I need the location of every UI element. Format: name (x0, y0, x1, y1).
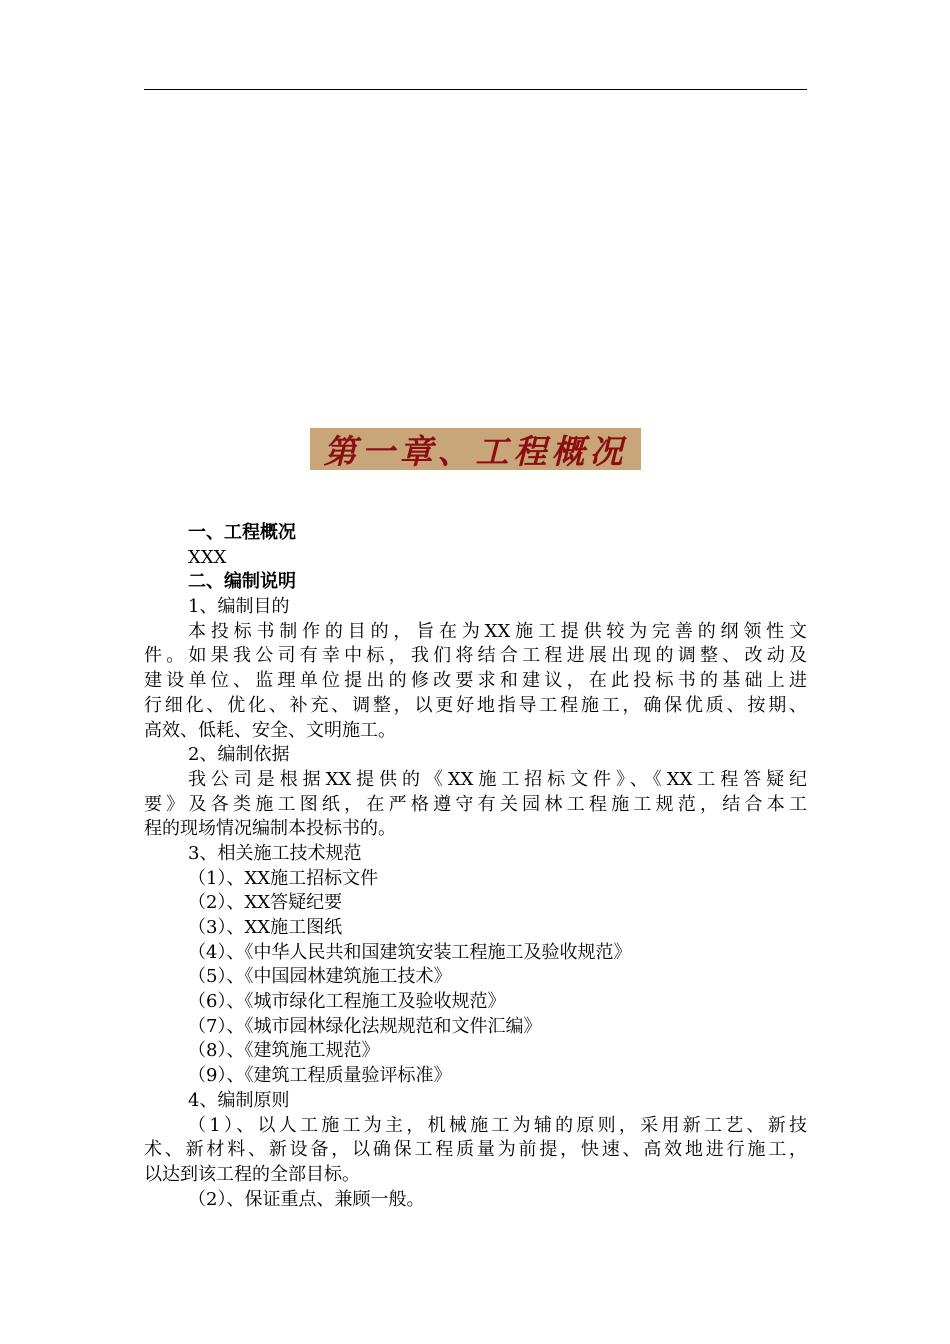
paragraph-line: 本投标书制作的目的，旨在为XX施工提供较为完善的纲领性文 (188, 620, 807, 642)
section-2-heading: 二、编制说明 (188, 571, 296, 593)
section-1-content: XXX (188, 546, 227, 568)
item-4-heading: 4、编制原则 (188, 1089, 290, 1111)
chapter-title-banner (310, 428, 641, 470)
list-item: （9）、《建筑工程质量验评标准》 (188, 1065, 452, 1087)
paragraph-line: 行细化、优化、补充、调整，以更好地指导工程施工，确保优质、按期、 (144, 694, 807, 716)
list-item: （7）、《城市园林绿化法规规范和文件汇编》 (188, 1015, 542, 1037)
paragraph-line: 要》及各类施工图纸，在严格遵守有关园林工程施工规范，结合本工 (144, 793, 807, 815)
list-item: （8）、《建筑施工规范》 (188, 1040, 380, 1062)
list-item: （2）、XX答疑纪要 (188, 892, 343, 914)
list-item: （1）、XX施工招标文件 (188, 867, 379, 889)
list-item: （6）、《城市绿化工程施工及验收规范》 (188, 991, 506, 1013)
chapter-title: 第一章、工程概况 (323, 431, 628, 471)
paragraph-line: 以达到该工程的全部目标。 (144, 1163, 360, 1185)
item-3-heading: 3、相关施工技术规范 (188, 842, 362, 864)
paragraph-line: 我公司是根据XX提供的《XX施工招标文件》、《XX工程答疑纪 (188, 768, 807, 790)
paragraph-line: （2）、保证重点、兼顾一般。 (188, 1188, 425, 1210)
list-item: （5）、《中国园林建筑施工技术》 (188, 966, 452, 988)
paragraph-line: 件。如果我公司有幸中标，我们将结合工程进展出现的调整、改动及 (144, 645, 807, 667)
paragraph-line: 程的现场情况编制本投标书的。 (144, 818, 396, 840)
header-rule (144, 89, 807, 90)
section-1-heading: 一、工程概况 (188, 522, 296, 543)
list-item: （4）、《中华人民共和国建筑安装工程施工及验收规范》 (188, 941, 632, 963)
document-body (144, 521, 807, 1212)
paragraph-line: 建设单位、监理单位提出的修改要求和建议，在此投标书的基础上进 (144, 670, 807, 692)
paragraph-line: 高效、低耗、安全、文明施工。 (144, 719, 396, 741)
list-item: （3）、XX施工图纸 (188, 917, 343, 938)
paragraph-line: 术、新材料、新设备，以确保工程质量为前提，快速、高效地进行施工， (144, 1139, 807, 1161)
paragraph-line: （1）、以人工施工为主，机械施工为辅的原则，采用新工艺、新技 (188, 1114, 807, 1136)
item-2-heading: 2、编制依据 (188, 744, 290, 766)
item-1-heading: 1、编制目的 (188, 596, 290, 618)
